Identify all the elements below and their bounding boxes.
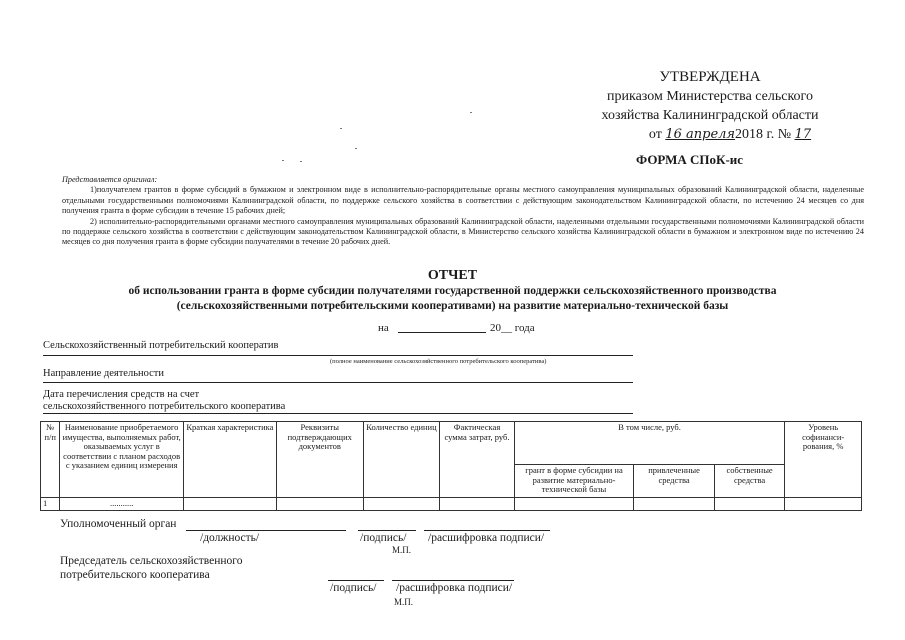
decoding-field[interactable]: [424, 530, 550, 531]
position-field[interactable]: [186, 530, 346, 531]
approval-stamp: УТВЕРЖДЕНА: [659, 69, 761, 85]
col-header-name: Наименование приобретаемого имущества, выполняемых работ, оказываемых услуг в соответствии с планом расходов с указанием единиц измерения: [60, 422, 184, 498]
scan-speck: [282, 160, 284, 161]
row-own[interactable]: [714, 498, 784, 511]
approval-prefix: от: [648, 127, 662, 142]
expense-table: [40, 421, 862, 511]
activity-field[interactable]: [43, 382, 633, 383]
chair-label-1: Председатель сельскохозяйственного: [60, 555, 243, 567]
row-level[interactable]: [785, 498, 862, 511]
coop-hint: (полное наименование сельскохозяйственного потребительского кооператива): [330, 358, 547, 365]
scan-speck: [355, 148, 357, 149]
stamp-mark-2: М.П.: [394, 597, 414, 607]
notes-item-1: 1)получателем грантов в форме субсидий в бумажном и электронном виде в исполнительно-распорядительные органы местного самоуправления муниципальных образований Калининградской области, наделенные отдельными государственными полномочиями Калининградской области, по поддержке сельского хозяйства в соответствии с действующим законодательством Калининградской области, по истечению 24 месяцев со дня получения гранта в форме субсидии в течение 15 рабочих дней;: [62, 185, 864, 216]
notes-intro: Представляется оригинал:: [62, 175, 158, 184]
row-sum[interactable]: [440, 498, 515, 511]
approval-block: [560, 68, 860, 144]
report-subtitle-1: об использовании гранта в форме субсидии получателями государственной поддержки сельскохозяйственного производства: [128, 285, 777, 297]
decoding-caption-2: /расшифровка подписи/: [396, 582, 513, 594]
row-attracted[interactable]: [634, 498, 715, 511]
transfer-label-2: сельскохозяйственного потребительского кооператива: [43, 401, 286, 412]
row-name[interactable]: ...........: [60, 498, 184, 511]
row-num: 1: [41, 498, 60, 511]
coop-label: Сельскохозяйственный потребительский кооператив: [43, 340, 279, 351]
col-header-sum: Фактическая сумма затрат, руб.: [440, 422, 515, 498]
handwritten-number: 17: [794, 127, 812, 142]
signature-field-2[interactable]: [328, 580, 384, 581]
decoding-field-2[interactable]: [392, 580, 514, 581]
coop-name-field[interactable]: [43, 355, 633, 356]
col-header-desc: Краткая характеристика: [183, 422, 276, 498]
decoding-caption: /расшифровка подписи/: [428, 532, 545, 544]
sub-header-attracted: привлеченные средства: [634, 465, 715, 498]
report-title: ОТЧЕТ: [427, 268, 478, 283]
stamp-mark: М.П.: [392, 545, 412, 555]
approval-year: 2018 г. №: [735, 127, 792, 142]
row-desc[interactable]: [183, 498, 276, 511]
position-caption: /должность/: [200, 532, 260, 544]
signature-caption: /подпись/: [360, 532, 407, 544]
auth-label: Уполномоченный орган: [60, 518, 177, 530]
form-code: ФОРМА СПоК-ис: [636, 152, 744, 167]
scan-speck: [470, 112, 472, 113]
signature-caption-2: /подпись/: [330, 582, 377, 594]
col-header-level: Уровень софинанси-рования, %: [785, 422, 862, 498]
transfer-date-field[interactable]: [43, 413, 633, 414]
scan-speck: [300, 161, 302, 162]
table-row: [41, 498, 862, 511]
transfer-label-1: Дата перечисления средств на счет: [43, 389, 200, 400]
row-grant[interactable]: [514, 498, 633, 511]
activity-label: Направление деятельности: [43, 368, 164, 379]
row-docs[interactable]: [276, 498, 363, 511]
scan-speck: [340, 128, 342, 129]
handwritten-date: 16 апреля: [665, 127, 736, 142]
sub-header-own: собственные средства: [714, 465, 784, 498]
col-header-docs: Реквизиты подтверждающих документов: [276, 422, 363, 498]
row-qty[interactable]: [363, 498, 440, 511]
approval-date-line: [560, 125, 860, 144]
report-date-year: 20__ года: [490, 322, 535, 334]
signature-field[interactable]: [358, 530, 416, 531]
notes-item-2: 2) исполнительно-распорядительными органами местного самоуправления муниципальных образований Калининградской области, наделенными отдельными государственными полномочиями Калининградской области по поддержке сельского хозяйства в соответствии с действующим законодательством Калининградской области, в Министерство сельского хозяйства Калининградской области в бумажном и электронном виде по истечению 24 месяцев со дня получения гранта в форме субсидии получателями в течение 20 рабочих дней.: [62, 216, 864, 247]
approval-line-2: хозяйства Калининградской области: [601, 108, 819, 123]
report-date-field[interactable]: [398, 332, 486, 333]
col-header-incl: В том числе, руб.: [514, 422, 785, 465]
col-header-num: № п/п: [41, 422, 60, 498]
chair-label-2: потребительского кооператива: [60, 569, 210, 581]
report-date-prefix: на: [378, 322, 389, 334]
sub-header-grant: грант в форме субсидии на развитие материально-технической базы: [514, 465, 633, 498]
report-subtitle-2: (сельскохозяйственными потребительскими кооперативами) на развитие материально-технической базы: [176, 300, 729, 312]
submission-notes: [62, 175, 864, 248]
approval-line-1: приказом Министерства сельского: [607, 89, 813, 104]
col-header-qty: Количество единиц: [363, 422, 440, 498]
